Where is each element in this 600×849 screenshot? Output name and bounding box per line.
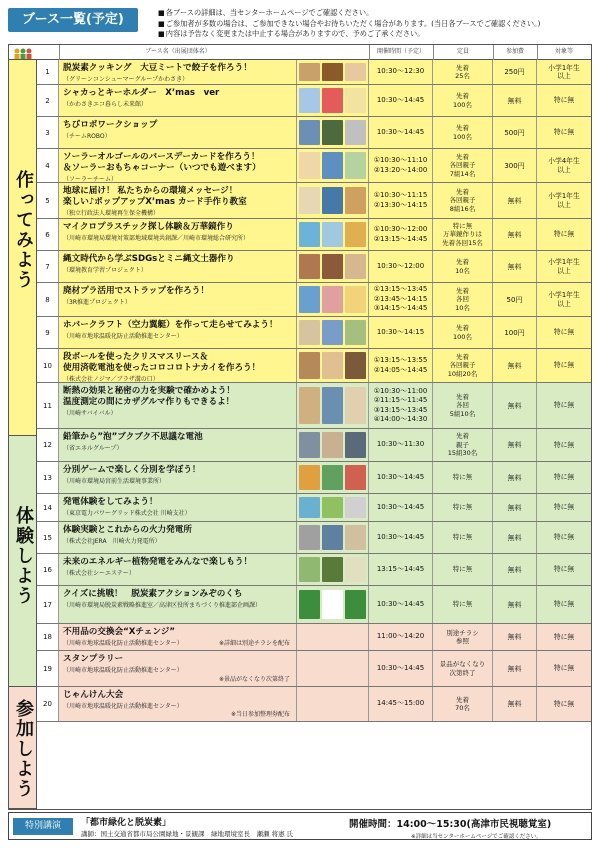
booth-fee: 無料 (493, 586, 537, 623)
booth-name: 体験実験とこれからの火力発電所 (63, 525, 192, 535)
booth-fee: 250円 (493, 60, 537, 84)
table-row (37, 251, 591, 283)
booth-name: 脱炭素クッキング 大豆ミートで餃子を作ろう！ (63, 63, 252, 73)
photo-thumbnail (299, 88, 320, 112)
booth-photo (297, 624, 369, 650)
booth-info (59, 183, 297, 218)
booth-note: ※詳細は別途チラシを配布 (218, 640, 290, 647)
photo-thumbnail (322, 590, 343, 620)
booth-capacity: 景品がなくなり 次第終了 (433, 651, 493, 686)
booth-target: 特に無 (537, 85, 591, 116)
table-row (37, 687, 591, 722)
photo-thumbnail (345, 387, 366, 424)
booth-time: 10:30～14:45 (369, 462, 433, 493)
booth-target: 特に無 (537, 624, 591, 650)
photo-thumbnail (345, 352, 366, 378)
booth-target: 特に無 (537, 554, 591, 585)
photo-thumbnail (322, 465, 343, 489)
booth-time: 10:30～14:45 (369, 117, 433, 148)
booth-name: 地球に届け！ 私たちからの環境メッセージ！ 楽しい♪ポップアップX’mas カード手作り教室 (63, 186, 247, 207)
booth-target: 小学4年生 以上 (537, 149, 591, 182)
booth-time: 13:15～14:45 (369, 554, 433, 585)
booth-name: ソーラーオルゴールのバースデーカードを作ろう！ ＆ソーラーおもちゃコーナー（いつでも遊べます） (63, 152, 261, 173)
booth-info (59, 554, 297, 585)
booth-time: ①10:30～11:15 ②13:30～14:15 (369, 183, 433, 218)
photo-thumbnail (345, 590, 366, 620)
booth-capacity: 特に無 (433, 554, 493, 585)
booth-capacity: 先着 25名 (433, 60, 493, 84)
photo-thumbnail (345, 286, 366, 312)
booth-photo (297, 183, 369, 218)
people-icon (12, 47, 34, 59)
booth-fee: 無料 (493, 85, 537, 116)
booth-number: 11 (37, 383, 59, 428)
photo-thumbnail (345, 63, 366, 81)
booth-target: 小学1年生 以上 (537, 60, 591, 84)
booth-fee: 無料 (493, 624, 537, 650)
booth-target: 特に無 (537, 117, 591, 148)
booth-organizer: （川崎市環境局環境対策部地域環境共創課／川崎市環境総合研究所） (63, 235, 250, 242)
booth-number: 5 (37, 183, 59, 218)
booth-organizer: （東京電力パワーグリッド株式会社 川崎支社） (63, 510, 191, 517)
booth-capacity: 先着 10名 (433, 251, 493, 282)
booth-info (59, 586, 297, 623)
booth-time: 10:30～12:00 (369, 251, 433, 282)
booth-name: じゃんけん大会 (63, 690, 124, 700)
booth-number: 4 (37, 149, 59, 182)
booth-time: 10:30～14:45 (369, 85, 433, 116)
photo-thumbnail (299, 465, 320, 489)
booth-capacity: 特に無 万華鏡作りは 先着各回15名 (433, 219, 493, 250)
photo-thumbnail (345, 497, 366, 518)
booth-number: 20 (37, 687, 59, 721)
photo-thumbnail (299, 557, 320, 581)
booth-time: 10:30～12:30 (369, 60, 433, 84)
booth-target: 特に無 (537, 429, 591, 461)
notice-item: ■ 各ブースの詳細は、当センターホームページでご確認ください。 (158, 8, 540, 19)
photo-thumbnail (322, 187, 343, 215)
photo-thumbnail (345, 254, 366, 278)
booth-photo (297, 219, 369, 250)
booth-capacity: 特に無 (433, 522, 493, 553)
booth-info (59, 251, 297, 282)
booth-capacity: 先着 100名 (433, 117, 493, 148)
header-target: 対象等 (554, 48, 573, 55)
photo-thumbnail (345, 432, 366, 457)
page-header (8, 8, 592, 44)
photo-thumbnail (299, 286, 320, 312)
booth-time: ①10:30～11:00 ②11:15～11:45 ③13:15～13:45 ④14:00～14:30 (369, 383, 433, 428)
booth-target: 特に無 (537, 462, 591, 493)
booth-name: ホバークラフト（空力翼艇）を作って走らせてみよう！ (63, 320, 278, 330)
section-join (9, 687, 37, 809)
booth-number: 1 (37, 60, 59, 84)
booth-note: ※景品がなくなり次第終了 (218, 676, 290, 683)
booth-info (59, 283, 297, 316)
booth-name: 未来のエネルギー植物発電をみんなで楽しもう！ (63, 557, 253, 567)
booth-name: 分別ゲームで楽しく分別を学ぼう！ (63, 465, 201, 475)
photo-thumbnail (345, 557, 366, 581)
special-lecture-time: 開催時間：14:00～15:30(高津市民視聴覚室) (349, 819, 552, 830)
booth-organizer: （川崎市地球温暖化防止活動推進センター） (63, 703, 183, 710)
booth-organizer: （川崎市環境局脱炭素戦略推進室／高津区役所まちづくり推進部企画課） (63, 602, 261, 609)
booth-photo (297, 651, 369, 686)
booth-organizer: （ソーラーチーム） (63, 176, 118, 183)
photo-thumbnail (322, 152, 343, 178)
booth-number: 12 (37, 429, 59, 461)
booth-info (59, 462, 297, 493)
booth-name: クイズに挑戦！ 脱炭素アクションみぞのくち (63, 589, 243, 599)
special-lecture-badge: 特別講演 (13, 818, 73, 835)
booth-name: ちびロボワークショップ (63, 120, 158, 130)
booth-photo (297, 117, 369, 148)
booth-name: シャカっとキーホルダー X’mas ver (63, 88, 220, 98)
booth-photo (297, 317, 369, 348)
booth-organizer: （省エネルグループ） (63, 445, 123, 452)
photo-thumbnail (299, 222, 320, 246)
booth-target: 特に無 (537, 219, 591, 250)
section-experience-label: 体験しよう (13, 506, 34, 606)
booth-organizer: （環境教育学習プロジェクト） (63, 267, 147, 274)
photo-thumbnail (322, 320, 343, 344)
table-row (37, 429, 591, 462)
table-row (37, 149, 591, 183)
booth-time: 10:30～14:15 (369, 317, 433, 348)
booth-fee: 100円 (493, 317, 537, 348)
booth-name: マイクロプラスチック探し体験＆万華鏡作り (63, 222, 234, 232)
special-lecture-speaker: 講師：国土交通省都市局公園緑地・景観課 緑地環境室長 瀬瀬 将憲 氏 (81, 830, 294, 838)
booth-info (59, 383, 297, 428)
booth-number: 19 (37, 651, 59, 686)
booth-target: 特に無 (537, 383, 591, 428)
booth-number: 17 (37, 586, 59, 623)
photo-thumbnail (299, 497, 320, 518)
photo-thumbnail (322, 497, 343, 518)
photo-thumbnail (299, 352, 320, 378)
booth-photo (297, 462, 369, 493)
photo-thumbnail (299, 152, 320, 178)
photo-thumbnail (322, 88, 343, 112)
booth-photo (297, 251, 369, 282)
booth-name: 縄文時代から学ぶSDGsとミニ縄文土器作り (63, 254, 235, 264)
booth-capacity: 先着 各回親子 7組14名 (433, 149, 493, 182)
table-row (37, 494, 591, 522)
booth-organizer: （川崎市地球温暖化防止活動推進センター） (63, 667, 183, 674)
booth-info (59, 349, 297, 382)
booth-organizer: （川崎サバイバル） (63, 410, 117, 417)
photo-thumbnail (299, 63, 320, 81)
photo-thumbnail (345, 88, 366, 112)
photo-thumbnail (322, 387, 343, 424)
photo-thumbnail (299, 432, 320, 457)
booth-photo (297, 383, 369, 428)
photo-thumbnail (299, 590, 320, 620)
table-row (37, 349, 591, 383)
booth-name: 断熱の効果と秘密の力を実験で確かめよう！ 温度測定の間にカザグルマ作りもできるよ！ (63, 386, 235, 407)
photo-thumbnail (322, 286, 343, 312)
booth-fee: 無料 (493, 462, 537, 493)
booth-fee: 無料 (493, 183, 537, 218)
booth-time: 10:30～14:45 (369, 522, 433, 553)
photo-thumbnail (345, 120, 366, 144)
booth-photo (297, 149, 369, 182)
booth-fee: 500円 (493, 117, 537, 148)
booth-number: 15 (37, 522, 59, 553)
booth-table (8, 44, 592, 810)
photo-thumbnail (299, 187, 320, 215)
photo-thumbnail (345, 525, 366, 549)
booth-capacity: 先着 70名 (433, 687, 493, 721)
table-row (37, 624, 591, 651)
photo-thumbnail (322, 432, 343, 457)
booth-capacity: 先着 100名 (433, 85, 493, 116)
booth-name: 段ボールを使ったクリスマスリース＆ 使用済乾電池を使ったコロコロトナカイを作ろう！ (63, 352, 261, 373)
section-make (9, 60, 37, 436)
booth-organizer: （株式会社シーエステー） (63, 570, 135, 577)
table-row (37, 586, 591, 624)
booth-info (59, 85, 297, 116)
special-lecture (8, 812, 592, 840)
booth-fee: 無料 (493, 251, 537, 282)
section-join-label: 参加しよう (13, 699, 34, 799)
booth-target: 特に無 (537, 651, 591, 686)
special-lecture-title: 「都市緑化と脱炭素」 (81, 818, 172, 828)
booth-target: 特に無 (537, 494, 591, 521)
booth-target: 特に無 (537, 522, 591, 553)
booth-info (59, 317, 297, 348)
booth-number: 8 (37, 283, 59, 316)
photo-thumbnail (345, 320, 366, 344)
table-row (37, 522, 591, 554)
photo-thumbnail (299, 320, 320, 344)
booth-time: ①13:15～13:55 ②14:05～14:45 (369, 349, 433, 382)
photo-thumbnail (322, 352, 343, 378)
booth-capacity: 先着 各回親子 8組16名 (433, 183, 493, 218)
booth-organizer: （川崎市地球温暖化防止活動推進センター） (63, 640, 183, 647)
booth-time: ①10:30～12:00 ②13:15～14:45 (369, 219, 433, 250)
booth-organizer: （川崎市地球温暖化防止活動推進センター） (63, 333, 183, 340)
booth-photo (297, 283, 369, 316)
booth-time: 11:00～14:20 (369, 624, 433, 650)
booth-photo (297, 522, 369, 553)
booth-capacity: 先着 100名 (433, 317, 493, 348)
photo-thumbnail (299, 120, 320, 144)
booth-info (59, 522, 297, 553)
booth-info (59, 651, 297, 686)
table-row (37, 317, 591, 349)
booth-capacity: 先着 親子 15組30名 (433, 429, 493, 461)
booth-organizer: （川崎市環境局宮前生活環境事業所） (63, 478, 166, 485)
booth-target: 特に無 (537, 586, 591, 623)
header-time: 開催時間（予定） (376, 48, 425, 55)
booth-time: ①10:30～11:10 ②13:20～14:00 (369, 149, 433, 182)
section-experience (9, 436, 37, 687)
booth-photo (297, 586, 369, 623)
booth-photo (297, 687, 369, 721)
booth-photo (297, 349, 369, 382)
booth-number: 3 (37, 117, 59, 148)
booth-organizer: （株式会社JERA 川崎火力発電所） (63, 538, 161, 545)
booth-time: 10:30～14:45 (369, 586, 433, 623)
booth-fee: 無料 (493, 554, 537, 585)
booth-fee: 無料 (493, 494, 537, 521)
notice-list (158, 8, 540, 40)
booth-organizer: （チームROBO） (63, 133, 111, 140)
booth-info (59, 117, 297, 148)
booth-name: 発電体験をしてみよう！ (63, 497, 158, 507)
photo-thumbnail (322, 222, 343, 246)
booth-capacity: 先着 各回 10名 (433, 283, 493, 316)
booth-photo (297, 85, 369, 116)
table-row (37, 85, 591, 117)
header-fee: 参加費 (505, 48, 524, 55)
table-row (37, 651, 591, 687)
photo-thumbnail (299, 387, 320, 424)
booth-name: 鉛筆から”泡”ブクブク不思議な電池 (63, 432, 203, 442)
booth-note: ※当日参加整理券配布 (230, 711, 290, 718)
booth-time: 10:30～14:45 (369, 494, 433, 521)
photo-thumbnail (322, 525, 343, 549)
booth-organizer: （かわさきエコ暮らし未来館） (63, 101, 148, 108)
booth-info (59, 149, 297, 182)
table-row (37, 183, 591, 219)
photo-thumbnail (345, 465, 366, 489)
photo-thumbnail (322, 254, 343, 278)
booth-info (59, 687, 297, 721)
booth-target: 小学1年生 以上 (537, 251, 591, 282)
booth-name: スタンプラリー (63, 654, 124, 664)
booth-number: 2 (37, 85, 59, 116)
booth-info (59, 429, 297, 461)
booth-info (59, 624, 297, 650)
table-row (37, 462, 591, 494)
booth-number: 9 (37, 317, 59, 348)
notice-item: ■ 内容は予告なく変更または中止する場合がありますので、予めご了承ください。 (158, 29, 540, 40)
booth-fee: 50円 (493, 283, 537, 316)
booth-capacity: 特に無 (433, 586, 493, 623)
booth-fee: 無料 (493, 219, 537, 250)
table-row (37, 60, 591, 85)
booth-fee: 無料 (493, 429, 537, 461)
booth-target: 小学1年生 以上 (537, 183, 591, 218)
table-row (37, 383, 591, 429)
booth-target: 特に無 (537, 349, 591, 382)
booth-capacity: 別途チラシ 参照 (433, 624, 493, 650)
photo-thumbnail (322, 557, 343, 581)
photo-thumbnail (299, 525, 320, 549)
booth-number: 14 (37, 494, 59, 521)
table-row (37, 219, 591, 251)
booth-photo (297, 554, 369, 585)
table-header (9, 45, 591, 60)
photo-thumbnail (345, 222, 366, 246)
booth-fee: 無料 (493, 651, 537, 686)
booth-time: 14:45～15:00 (369, 687, 433, 721)
photo-thumbnail (345, 187, 366, 215)
booth-fee: 無料 (493, 383, 537, 428)
photo-thumbnail (345, 152, 366, 178)
booth-info (59, 60, 297, 84)
booth-fee: 300円 (493, 149, 537, 182)
booth-fee: 無料 (493, 522, 537, 553)
booth-target: 特に無 (537, 317, 591, 348)
booth-info (59, 494, 297, 521)
booth-capacity: 先着 各回親子 10組20名 (433, 349, 493, 382)
booth-time: ①13:15～13:45 ②13:45～14:15 ③14:15～14:45 (369, 283, 433, 316)
booth-photo (297, 60, 369, 84)
photo-thumbnail (322, 120, 343, 144)
booth-organizer: （株式会社ノジマ／ブラザ溝の口） (63, 376, 159, 383)
table-row (37, 283, 591, 317)
booth-target: 特に無 (537, 687, 591, 721)
booth-number: 16 (37, 554, 59, 585)
section-make-label: 作ってみよう (13, 170, 34, 290)
booth-photo (297, 429, 369, 461)
booth-number: 6 (37, 219, 59, 250)
table-row (37, 554, 591, 586)
booth-capacity: 先着 各回 5組10名 (433, 383, 493, 428)
header-capacity: 定員 (456, 48, 469, 55)
booth-organizer: （独立行政法人環境再生保全機構） (63, 210, 160, 217)
booth-capacity: 特に無 (433, 462, 493, 493)
booth-name: 不用品の交換会“Xチェンジ” (63, 627, 175, 637)
booth-organizer: （グリーンコンシューマーグループかわさき） (63, 76, 189, 83)
booth-organizer: （3R推進プロジェクト） (63, 299, 131, 306)
booth-number: 18 (37, 624, 59, 650)
header-booth: ブース名（出展団体名） (145, 48, 211, 55)
booth-time: 10:30～11:30 (369, 429, 433, 461)
booth-number: 10 (37, 349, 59, 382)
booth-time: 10:30～14:45 (369, 651, 433, 686)
photo-thumbnail (299, 254, 320, 278)
booth-number: 7 (37, 251, 59, 282)
booth-number: 13 (37, 462, 59, 493)
booth-fee: 無料 (493, 687, 537, 721)
booth-info (59, 219, 297, 250)
booth-name: 廃材プラ活用でストラップを作ろう！ (63, 286, 209, 296)
booth-fee: 無料 (493, 349, 537, 382)
photo-thumbnail (322, 63, 343, 81)
booth-target: 小学1年生 以上 (537, 283, 591, 316)
page-title: ブース一覧(予定) (8, 8, 138, 32)
table-row (37, 117, 591, 149)
notice-item: ■ ご参加者が多数の場合は、ご参加できない場合やお待ちいただく場合があります。(当日各ブースでご確認ください。) (158, 19, 540, 30)
booth-photo (297, 494, 369, 521)
special-lecture-note: ※詳細は当センターホームページでご確認ください。 (411, 834, 542, 840)
booth-capacity: 特に無 (433, 494, 493, 521)
